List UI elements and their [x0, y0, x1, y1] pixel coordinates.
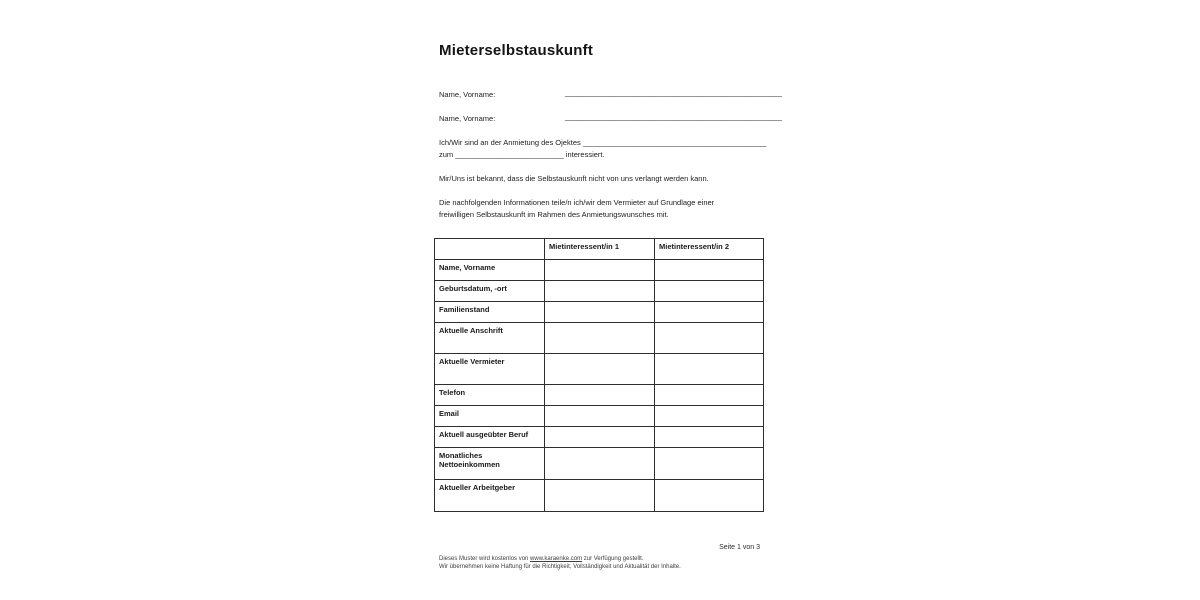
row-label: Familienstand	[435, 302, 545, 323]
footer-disclaimer-line-2: Wir übernehmen keine Haftung für die Richtigkeit, Vollständigkeit und Aktualität der Inhalte.	[439, 564, 681, 570]
footer-website-link[interactable]: www.karaenke.com	[530, 556, 583, 562]
table-header-row	[435, 239, 764, 260]
cell-email-mietinteressent-1[interactable]	[545, 406, 655, 427]
table-header-empty	[435, 239, 545, 260]
intro-line-2-prefix: zum	[439, 150, 456, 159]
row-label: Aktueller Arbeitgeber	[435, 480, 545, 512]
intro-line-1-text: Ich/Wir sind an der Anmietung des Ojektes	[439, 138, 583, 147]
document-page	[434, 0, 782, 600]
row-label: Aktuell ausgeübter Beruf	[435, 427, 545, 448]
table-row-arbeitgeber	[435, 480, 764, 512]
footer-line-1-suffix: zur Verfügung gestellt.	[582, 556, 644, 562]
page-number-indicator: Seite 1 von 3	[719, 544, 760, 551]
footer-line-1-prefix: Dieses Muster wird kostenlos von	[439, 556, 531, 562]
table-row-email	[435, 406, 764, 427]
cell-name-mietinteressent-2[interactable]	[655, 260, 764, 281]
table-header-mietinteressent-1: Mietinteressent/in 1	[545, 239, 655, 260]
row-label: Telefon	[435, 385, 545, 406]
table-row-anschrift	[435, 323, 764, 354]
cell-arbeitgeber-mietinteressent-1[interactable]	[545, 480, 655, 512]
cell-arbeitgeber-mietinteressent-2[interactable]	[655, 480, 764, 512]
cell-nettoeinkommen-mietinteressent-2[interactable]	[655, 448, 764, 480]
cell-anschrift-mietinteressent-2[interactable]	[655, 323, 764, 354]
cell-anschrift-mietinteressent-1[interactable]	[545, 323, 655, 354]
row-label: Geburtsdatum, -ort	[435, 281, 545, 302]
acknowledgement-text: Mir/Uns ist bekannt, dass die Selbstauskunft nicht von uns verlangt werden kann.	[439, 174, 709, 183]
table-row-familienstand	[435, 302, 764, 323]
disclosure-text-line-1: Die nachfolgenden Informationen teile/n ich/wir dem Vermieter auf Grundlage einer	[439, 198, 715, 207]
row-label: Email	[435, 406, 545, 427]
cell-email-mietinteressent-2[interactable]	[655, 406, 764, 427]
intro-line-1	[439, 138, 767, 148]
row-label: Aktuelle Vermieter	[435, 354, 545, 385]
cell-beruf-mietinteressent-2[interactable]	[655, 427, 764, 448]
name-blank-line-2[interactable]: ____________________________________________________	[565, 112, 782, 121]
cell-familienstand-mietinteressent-1[interactable]	[545, 302, 655, 323]
cell-vermieter-mietinteressent-2[interactable]	[655, 354, 764, 385]
table-header-mietinteressent-2: Mietinteressent/in 2	[655, 239, 764, 260]
cell-nettoeinkommen-mietinteressent-1[interactable]	[545, 448, 655, 480]
row-label: Aktuelle Anschrift	[435, 323, 545, 354]
table-row-nettoeinkommen	[435, 448, 764, 480]
name-blank-line-1[interactable]: ____________________________________________________	[565, 88, 782, 97]
cell-geburtsdatum-mietinteressent-1[interactable]	[545, 281, 655, 302]
table-row-beruf	[435, 427, 764, 448]
table-row-name-vorname	[435, 260, 764, 281]
page-title: Mieterselbstauskunft	[439, 42, 594, 59]
cell-geburtsdatum-mietinteressent-2[interactable]	[655, 281, 764, 302]
cell-name-mietinteressent-1[interactable]	[545, 260, 655, 281]
cell-beruf-mietinteressent-1[interactable]	[545, 427, 655, 448]
zum-blank-line[interactable]: __________________________	[455, 150, 564, 159]
cell-telefon-mietinteressent-1[interactable]	[545, 385, 655, 406]
row-label: Monatliches Nettoeinkommen	[435, 448, 545, 480]
table-row-geburtsdatum	[435, 281, 764, 302]
table-row-vermieter	[435, 354, 764, 385]
table-row-telefon	[435, 385, 764, 406]
cell-telefon-mietinteressent-2[interactable]	[655, 385, 764, 406]
row-label: Name, Vorname	[435, 260, 545, 281]
disclosure-text-line-2: freiwilligen Selbstauskunft im Rahmen des Anmietungswunsches mit.	[439, 210, 669, 219]
footer-disclaimer-line-1	[439, 556, 643, 563]
name-label-1: Name, Vorname:	[439, 90, 496, 99]
cell-familienstand-mietinteressent-2[interactable]	[655, 302, 764, 323]
cell-vermieter-mietinteressent-1[interactable]	[545, 354, 655, 385]
object-blank-line[interactable]: ____________________________________________	[582, 138, 767, 147]
intro-line-2-suffix: interessiert.	[563, 150, 605, 159]
applicant-info-table	[434, 238, 764, 512]
intro-line-2	[439, 150, 764, 160]
name-label-2: Name, Vorname:	[439, 114, 496, 123]
